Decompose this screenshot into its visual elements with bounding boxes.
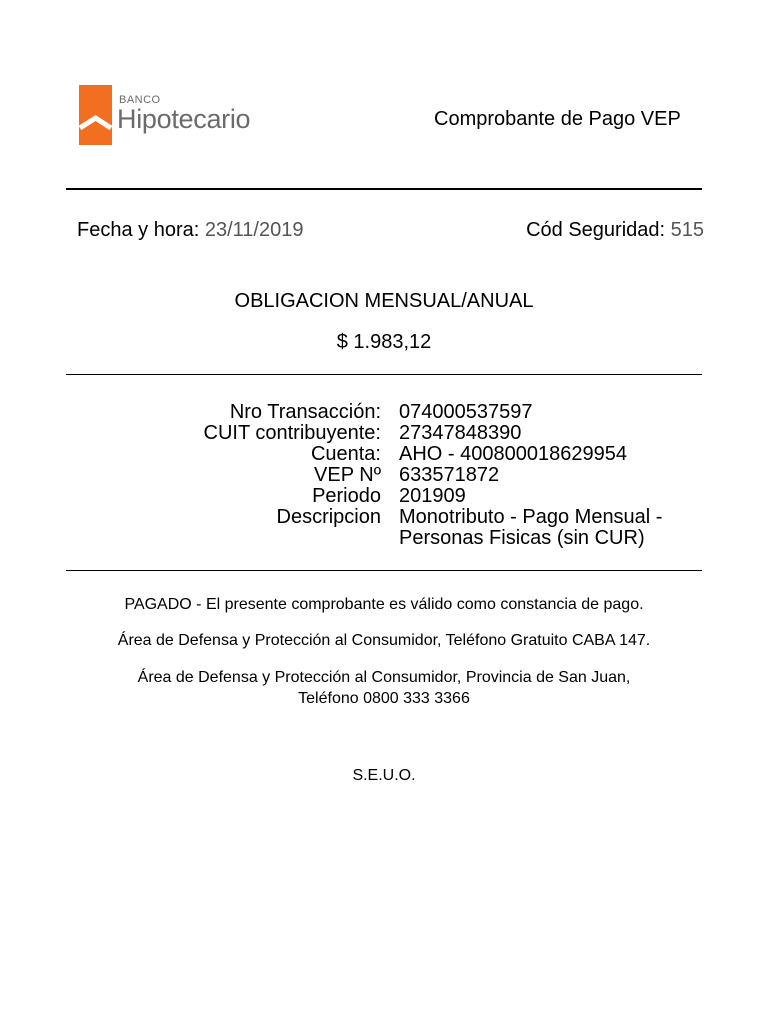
security-code-value: 515	[670, 219, 704, 241]
obligation-type: OBLIGACION MENSUAL/ANUAL	[234, 290, 534, 312]
detail-label: CUIT contribuyente:	[203, 422, 381, 444]
date-time	[77, 219, 303, 242]
detail-value: Monotributo - Pago Mensual -	[399, 506, 663, 528]
logo-name: Hipotecario	[117, 104, 251, 134]
consumer-defense-caba: Área de Defensa y Protección al Consumidor, Teléfono Gratuito CABA 147.	[117, 632, 651, 649]
security-code	[526, 219, 704, 242]
detail-label: Nro Transacción:	[229, 401, 381, 423]
logo-small-text: BANCO	[119, 94, 161, 106]
detail-value: 633571872	[399, 464, 500, 486]
divider	[66, 188, 702, 190]
detail-label: Periodo	[312, 485, 381, 507]
divider	[66, 570, 702, 571]
seuo-note: S.E.U.O.	[352, 767, 416, 784]
consumer-defense-san-juan-line2: Teléfono 0800 333 3366	[298, 690, 470, 707]
detail-value-continued: Personas Fisicas (sin CUR)	[399, 527, 645, 549]
paid-notice: PAGADO - El presente comprobante es válido como constancia de pago.	[124, 596, 644, 613]
date-label: Fecha y hora:	[77, 219, 200, 241]
detail-value: 27347848390	[399, 422, 522, 444]
consumer-defense-san-juan-line1: Área de Defensa y Protección al Consumidor, Provincia de San Juan,	[137, 669, 631, 686]
consumer-defense-san-juan	[0, 667, 768, 709]
detail-value: AHO - 400800018629954	[399, 443, 627, 465]
date-value: 23/11/2019	[204, 219, 304, 241]
detail-label: Cuenta:	[310, 443, 381, 465]
security-code-label: Cód Seguridad:	[526, 219, 666, 241]
detail-value: 074000537597	[399, 401, 533, 423]
detail-label: Descripcion	[276, 506, 381, 528]
detail-value: 201909	[399, 485, 466, 507]
document-title: Comprobante de Pago VEP	[434, 108, 681, 130]
bank-logo-icon	[79, 85, 112, 145]
divider	[66, 374, 702, 375]
detail-label: VEP Nº	[314, 464, 381, 486]
payment-amount: $ 1.983,12	[336, 331, 432, 353]
